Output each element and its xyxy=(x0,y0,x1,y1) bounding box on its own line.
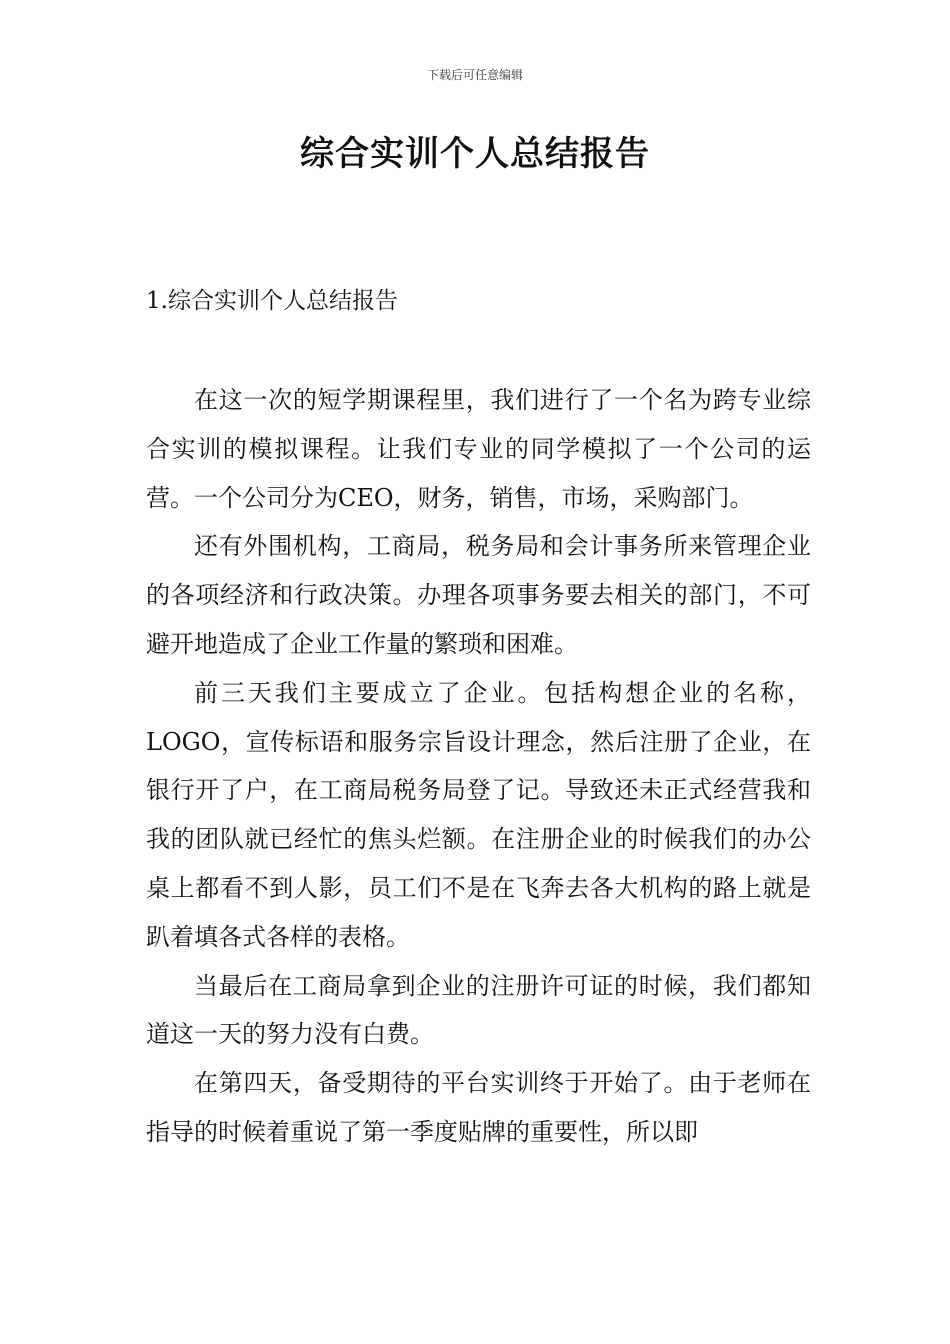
document-body xyxy=(146,376,811,1157)
section-heading: 1.综合实训个人总结报告 xyxy=(146,288,398,314)
document-title: 综合实训个人总结报告 xyxy=(300,134,650,174)
paragraph: 当最后在工商局拿到企业的注册许可证的时候，我们都知道这一天的努力没有白费。 xyxy=(146,971,811,1049)
header-note: 下载后可任意编辑 xyxy=(426,68,523,82)
paragraph: 在第四天，备受期待的平台实训终于开始了。由于老师在指导的时候着重说了第一季度贴牌的重要性，所以即 xyxy=(146,1069,811,1146)
paragraph: 前三天我们主要成立了企业。包括构想企业的名称，LOGO，宣传标语和服务宗旨设计理念，然后注册了企业，在银行开了户，在工商局税务局登了记。导致还未正式经营我和我的团队就已经忙的焦头烂额。在注册企业的时候我们的办公桌上都看不到人影，员工们不是在飞奔去各大机构的路上就是趴着填各式各样的表格。 xyxy=(146,678,811,951)
paragraph: 在这一次的短学期课程里，我们进行了一个名为跨专业综合实训的模拟课程。让我们专业的同学模拟了一个公司的运营。一个公司分为CEO，财务，销售，市场，采购部门。 xyxy=(146,386,811,512)
paragraph: 还有外围机构，工商局，税务局和会计事务所来管理企业的各项经济和行政决策。办理各项事务要去相关的部门，不可避开地造成了企业工作量的繁琐和困难。 xyxy=(146,532,811,658)
